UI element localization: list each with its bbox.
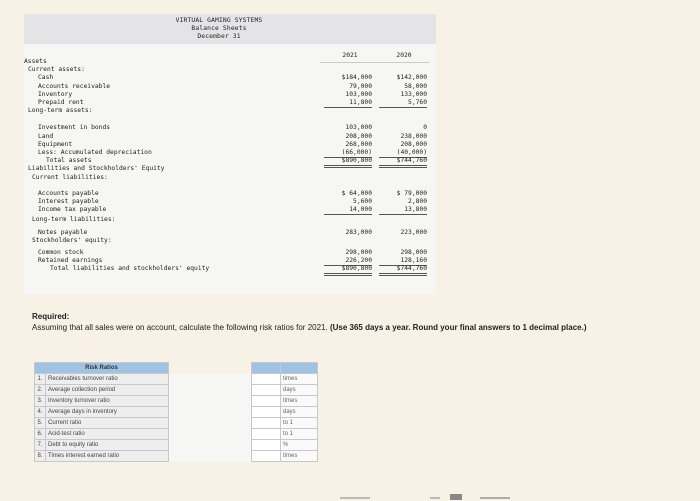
balance-sheet-row [24,264,436,273]
ratio-name: Receivables turnover ratio [46,374,169,385]
row-label: Income tax payable [38,206,107,214]
ratio-name: Average days in inventory [46,407,169,418]
value-2021: $184,000 [341,74,372,82]
ratio-row [35,418,318,429]
value-2021: 11,800 [324,98,372,108]
value-2021: (66,000) [324,148,372,158]
value-2021: 79,000 [349,82,372,90]
value-2020: 223,000 [400,228,427,236]
ratio-row [35,396,318,407]
value-2021: 283,000 [345,228,372,236]
bottom-toolbar-fragment [300,491,700,501]
value-2021: 298,000 [345,248,372,256]
statement-title: Balance Sheets [191,25,247,32]
ratio-unit: times [281,451,318,462]
ratio-number: 8. [35,451,46,462]
balance-sheet-row [24,236,436,245]
value-2020: 128,160 [379,256,427,266]
row-label: Total assets [46,157,92,165]
ratio-row [35,451,318,462]
ratio-number: 4. [35,407,46,418]
ratio-answer-input[interactable] [252,429,281,440]
ratio-answer-input[interactable] [252,451,281,462]
ratio-unit: % [281,440,318,451]
ratio-spacer [169,418,252,429]
balance-sheet-header [24,14,436,44]
value-2021: $890,800 [324,156,372,168]
row-label: Less: Accumulated depreciation [38,149,152,156]
balance-sheet-row [24,205,436,214]
column-2021: 2021 [342,52,358,59]
value-2021: $890,800 [324,264,372,276]
value-2020: 208,000 [400,140,427,148]
ratio-row [35,385,318,396]
required-heading: Required: [32,312,70,321]
row-label: Inventory [38,90,73,98]
ratio-row [35,429,318,440]
required-note: (Use 365 days a year. Round your final answers to 1 decimal place.) [329,322,587,332]
ratio-number: 3. [35,396,46,407]
ratio-number: 6. [35,429,46,440]
balance-sheet-row [24,173,436,182]
row-label: Retained earnings [38,257,103,264]
row-label: Notes payable [38,228,88,236]
ratio-unit: times [281,396,318,407]
ratio-answer-input[interactable] [252,374,281,385]
ratio-name: Debt to equity ratio [46,440,169,451]
ratio-row [35,374,318,385]
risk-ratios-table [34,362,318,462]
company-name: VIRTUAL GAMING SYSTEMS [175,17,263,24]
row-label: Equipment [38,140,73,148]
ratio-name: Acid-test ratio [46,429,169,440]
ratio-unit: days [281,407,318,418]
value-2020: 0 [423,124,427,132]
required-section [32,312,652,333]
value-2020: 13,800 [379,205,427,215]
value-2020: (40,000) [379,148,427,158]
value-2020: 133,000 [400,90,427,98]
ratio-spacer [169,407,252,418]
balance-sheet-row [24,215,436,224]
ratio-name: Average collection period [46,385,169,396]
value-2021: 103,000 [345,124,372,132]
value-2020: $744,760 [379,264,427,276]
value-2021: 103,000 [345,90,372,98]
value-2021: 208,000 [345,132,372,140]
ratio-answer-input[interactable] [252,440,281,451]
row-label: Interest payable [38,198,99,205]
ratio-answer-input[interactable] [252,407,281,418]
ratio-spacer [169,429,252,440]
ratio-unit: to 1 [281,429,318,440]
row-label: Current liabilities: [32,173,108,181]
ratio-spacer [169,440,252,451]
value-2021: $ 64,000 [341,189,372,197]
value-2020: $744,760 [379,156,427,168]
ratio-spacer [169,385,252,396]
ratio-spacer [169,396,252,407]
value-2021: 5,600 [353,198,372,205]
row-label: Long-term assets: [28,107,93,115]
value-2020: $142,000 [396,74,427,82]
risk-ratios-title: Risk Ratios [35,363,169,374]
row-label: Stockholders' equity: [32,236,112,244]
value-2020: 2,800 [408,198,427,205]
ratio-row [35,440,318,451]
ratio-unit: days [281,385,318,396]
ratio-spacer [169,374,252,385]
row-label: Long-term liabilities: [32,216,116,224]
required-text: Assuming that all sales were on account, calculate the following risk ratios for 2021. [32,322,328,332]
required-instructions [32,323,652,334]
column-2020: 2020 [396,52,412,59]
row-label: Liabilities and Stockholders' Equity [28,165,165,173]
balance-sheet [24,14,436,294]
row-label: Total liabilities and stockholders' equity [50,265,210,273]
ratio-number: 1. [35,374,46,385]
ratio-unit: to 1 [281,418,318,429]
ratio-answer-input[interactable] [252,396,281,407]
ratio-number: 7. [35,440,46,451]
ratio-answer-input[interactable] [252,418,281,429]
row-label: Accounts payable [38,189,99,197]
ratio-name: Inventory turnover ratio [46,396,169,407]
ratio-number: 5. [35,418,46,429]
value-2021: 14,000 [324,205,372,215]
row-label: Assets [24,58,47,65]
row-label: Current assets: [28,66,85,74]
ratio-spacer [169,451,252,462]
row-label: Land [38,132,54,140]
statement-date: December 31 [197,33,241,40]
row-label: Cash [38,74,54,82]
ratio-number: 2. [35,385,46,396]
row-label: Investment in bonds [38,124,111,132]
value-2020: 238,000 [400,132,427,140]
row-label: Common stock [38,248,84,256]
value-2021: 226,200 [324,256,372,266]
value-2020: $ 79,000 [396,189,427,197]
ratio-name: Current ratio [46,418,169,429]
value-2020: 5,760 [379,98,427,108]
balance-sheet-row [24,106,436,115]
ratio-unit: times [281,374,318,385]
ratio-name: Times interest earned ratio [46,451,169,462]
value-2021: 268,000 [345,140,372,148]
ratio-row [35,407,318,418]
row-label: Accounts receivable [38,82,111,90]
value-2020: 58,000 [404,82,427,90]
value-2020: 298,000 [400,248,427,256]
ratio-answer-input[interactable] [252,385,281,396]
row-label: Prepaid rent [38,99,84,106]
